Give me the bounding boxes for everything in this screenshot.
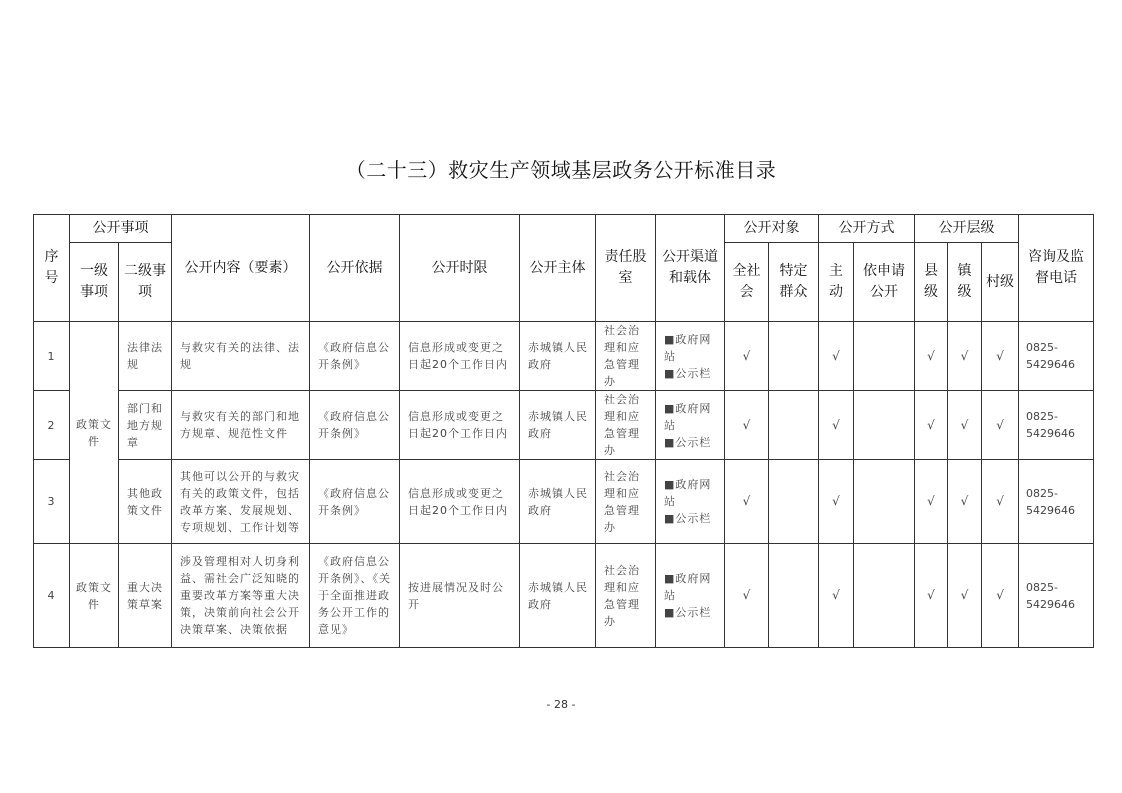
channel-noticeboard: ■公示栏 bbox=[664, 512, 712, 525]
header-target: 公开对象 bbox=[725, 215, 819, 243]
row-basis: 《政府信息公开条例》 bbox=[310, 460, 400, 544]
check-level-town: √ bbox=[948, 460, 982, 544]
cell-target-specific bbox=[769, 460, 819, 544]
row-content: 与救灾有关的部门和地方规章、规范性文件 bbox=[172, 391, 310, 460]
row-channel bbox=[656, 391, 725, 460]
check-target-all: √ bbox=[725, 322, 769, 391]
row-level2: 法律法规 bbox=[119, 322, 172, 391]
check-level-county: √ bbox=[915, 460, 948, 544]
row-responsible: 社会治理和应急管理办 bbox=[596, 460, 656, 544]
header-target-specific: 特定群众 bbox=[769, 243, 819, 322]
table-row bbox=[34, 544, 1094, 648]
channel-noticeboard: ■公示栏 bbox=[664, 606, 712, 619]
row-subject: 赤城镇人民政府 bbox=[520, 391, 596, 460]
row-phone: 0825-5429646 bbox=[1019, 322, 1094, 391]
row-basis: 《政府信息公开条例》、《关于全面推进政务公开工作的意见》 bbox=[310, 544, 400, 648]
row-seq: 3 bbox=[34, 460, 70, 544]
row-phone: 0825-5429646 bbox=[1019, 460, 1094, 544]
check-level-town: √ bbox=[948, 544, 982, 648]
header-time-limit: 公开时限 bbox=[400, 215, 520, 322]
row-basis: 《政府信息公开条例》 bbox=[310, 322, 400, 391]
page-title: （二十三）救灾生产领域基层政务公开标准目录 bbox=[345, 158, 777, 182]
check-target-all: √ bbox=[725, 544, 769, 648]
header-basis: 公开依据 bbox=[310, 215, 400, 322]
header-method-active: 主动 bbox=[819, 243, 854, 322]
check-method-active: √ bbox=[819, 391, 854, 460]
header-level-town: 镇级 bbox=[948, 243, 982, 322]
cell-target-specific bbox=[769, 544, 819, 648]
check-target-all: √ bbox=[725, 391, 769, 460]
row-level1: 政策文件 bbox=[70, 544, 119, 648]
row-level2: 重大决策草案 bbox=[119, 544, 172, 648]
row-basis: 《政府信息公开条例》 bbox=[310, 391, 400, 460]
row-content: 其他可以公开的与救灾有关的政策文件，包括改革方案、发展规划、专项规划、工作计划等 bbox=[172, 460, 310, 544]
row-phone: 0825-5429646 bbox=[1019, 544, 1094, 648]
cell-target-specific bbox=[769, 391, 819, 460]
row-level1: 政策文件 bbox=[70, 322, 119, 544]
row-content: 与救灾有关的法律、法规 bbox=[172, 322, 310, 391]
row-level2: 其他政策文件 bbox=[119, 460, 172, 544]
row-seq: 4 bbox=[34, 544, 70, 648]
check-level-town: √ bbox=[948, 322, 982, 391]
row-responsible: 社会治理和应急管理办 bbox=[596, 391, 656, 460]
page-number: - 28 - bbox=[546, 698, 576, 711]
header-level-village: 村级 bbox=[982, 243, 1019, 322]
header-phone: 咨询及监督电话 bbox=[1019, 215, 1094, 322]
header-subject: 公开主体 bbox=[520, 215, 596, 322]
channel-website: ■政府网站 bbox=[664, 401, 712, 432]
header-target-all: 全社会 bbox=[725, 243, 769, 322]
row-subject: 赤城镇人民政府 bbox=[520, 460, 596, 544]
table-row bbox=[34, 322, 1094, 391]
cell-method-request bbox=[854, 460, 915, 544]
catalog-table bbox=[33, 214, 1094, 648]
check-level-village: √ bbox=[982, 460, 1019, 544]
header-level1: 一级事项 bbox=[70, 243, 119, 322]
row-time-limit: 信息形成或变更之日起20个工作日内 bbox=[400, 460, 520, 544]
header-responsible: 责任股室 bbox=[596, 215, 656, 322]
check-level-village: √ bbox=[982, 544, 1019, 648]
header-seq: 序号 bbox=[34, 215, 70, 322]
row-seq: 1 bbox=[34, 322, 70, 391]
header-level-county: 县级 bbox=[915, 243, 948, 322]
row-subject: 赤城镇人民政府 bbox=[520, 322, 596, 391]
table-row bbox=[34, 460, 1094, 544]
row-phone: 0825-5429646 bbox=[1019, 391, 1094, 460]
check-target-all: √ bbox=[725, 460, 769, 544]
header-level2: 二级事项 bbox=[119, 243, 172, 322]
cell-method-request bbox=[854, 322, 915, 391]
channel-noticeboard: ■公示栏 bbox=[664, 435, 712, 449]
channel-website: ■政府网站 bbox=[664, 478, 712, 508]
channel-website: ■政府网站 bbox=[664, 572, 712, 602]
check-method-active: √ bbox=[819, 322, 854, 391]
cell-target-specific bbox=[769, 322, 819, 391]
channel-noticeboard: ■公示栏 bbox=[664, 366, 712, 380]
row-responsible: 社会治理和应急管理办 bbox=[596, 544, 656, 648]
row-channel bbox=[656, 322, 725, 391]
cell-method-request bbox=[854, 544, 915, 648]
header-channel: 公开渠道和载体 bbox=[656, 215, 725, 322]
check-level-village: √ bbox=[982, 391, 1019, 460]
header-method-request: 依申请公开 bbox=[854, 243, 915, 322]
check-level-county: √ bbox=[915, 322, 948, 391]
header-level: 公开层级 bbox=[915, 215, 1019, 243]
row-channel bbox=[656, 544, 725, 648]
row-content: 涉及管理相对人切身利益、需社会广泛知晓的重要改革方案等重大决策，决策前向社会公开决策草案、决策依据 bbox=[172, 544, 310, 648]
channel-website: ■政府网站 bbox=[664, 332, 712, 363]
check-level-county: √ bbox=[915, 391, 948, 460]
check-level-town: √ bbox=[948, 391, 982, 460]
cell-method-request bbox=[854, 391, 915, 460]
row-responsible: 社会治理和应急管理办 bbox=[596, 322, 656, 391]
table-row bbox=[34, 391, 1094, 460]
check-method-active: √ bbox=[819, 460, 854, 544]
header-content: 公开内容（要素） bbox=[172, 215, 310, 322]
header-method: 公开方式 bbox=[819, 215, 915, 243]
check-level-village: √ bbox=[982, 322, 1019, 391]
row-time-limit: 信息形成或变更之日起20个工作日内 bbox=[400, 391, 520, 460]
check-level-county: √ bbox=[915, 544, 948, 648]
row-subject: 赤城镇人民政府 bbox=[520, 544, 596, 648]
row-time-limit: 按进展情况及时公开 bbox=[400, 544, 520, 648]
check-method-active: √ bbox=[819, 544, 854, 648]
header-public-items: 公开事项 bbox=[70, 215, 172, 243]
row-level2: 部门和地方规章 bbox=[119, 391, 172, 460]
row-channel bbox=[656, 460, 725, 544]
row-seq: 2 bbox=[34, 391, 70, 460]
row-time-limit: 信息形成或变更之日起20个工作日内 bbox=[400, 322, 520, 391]
